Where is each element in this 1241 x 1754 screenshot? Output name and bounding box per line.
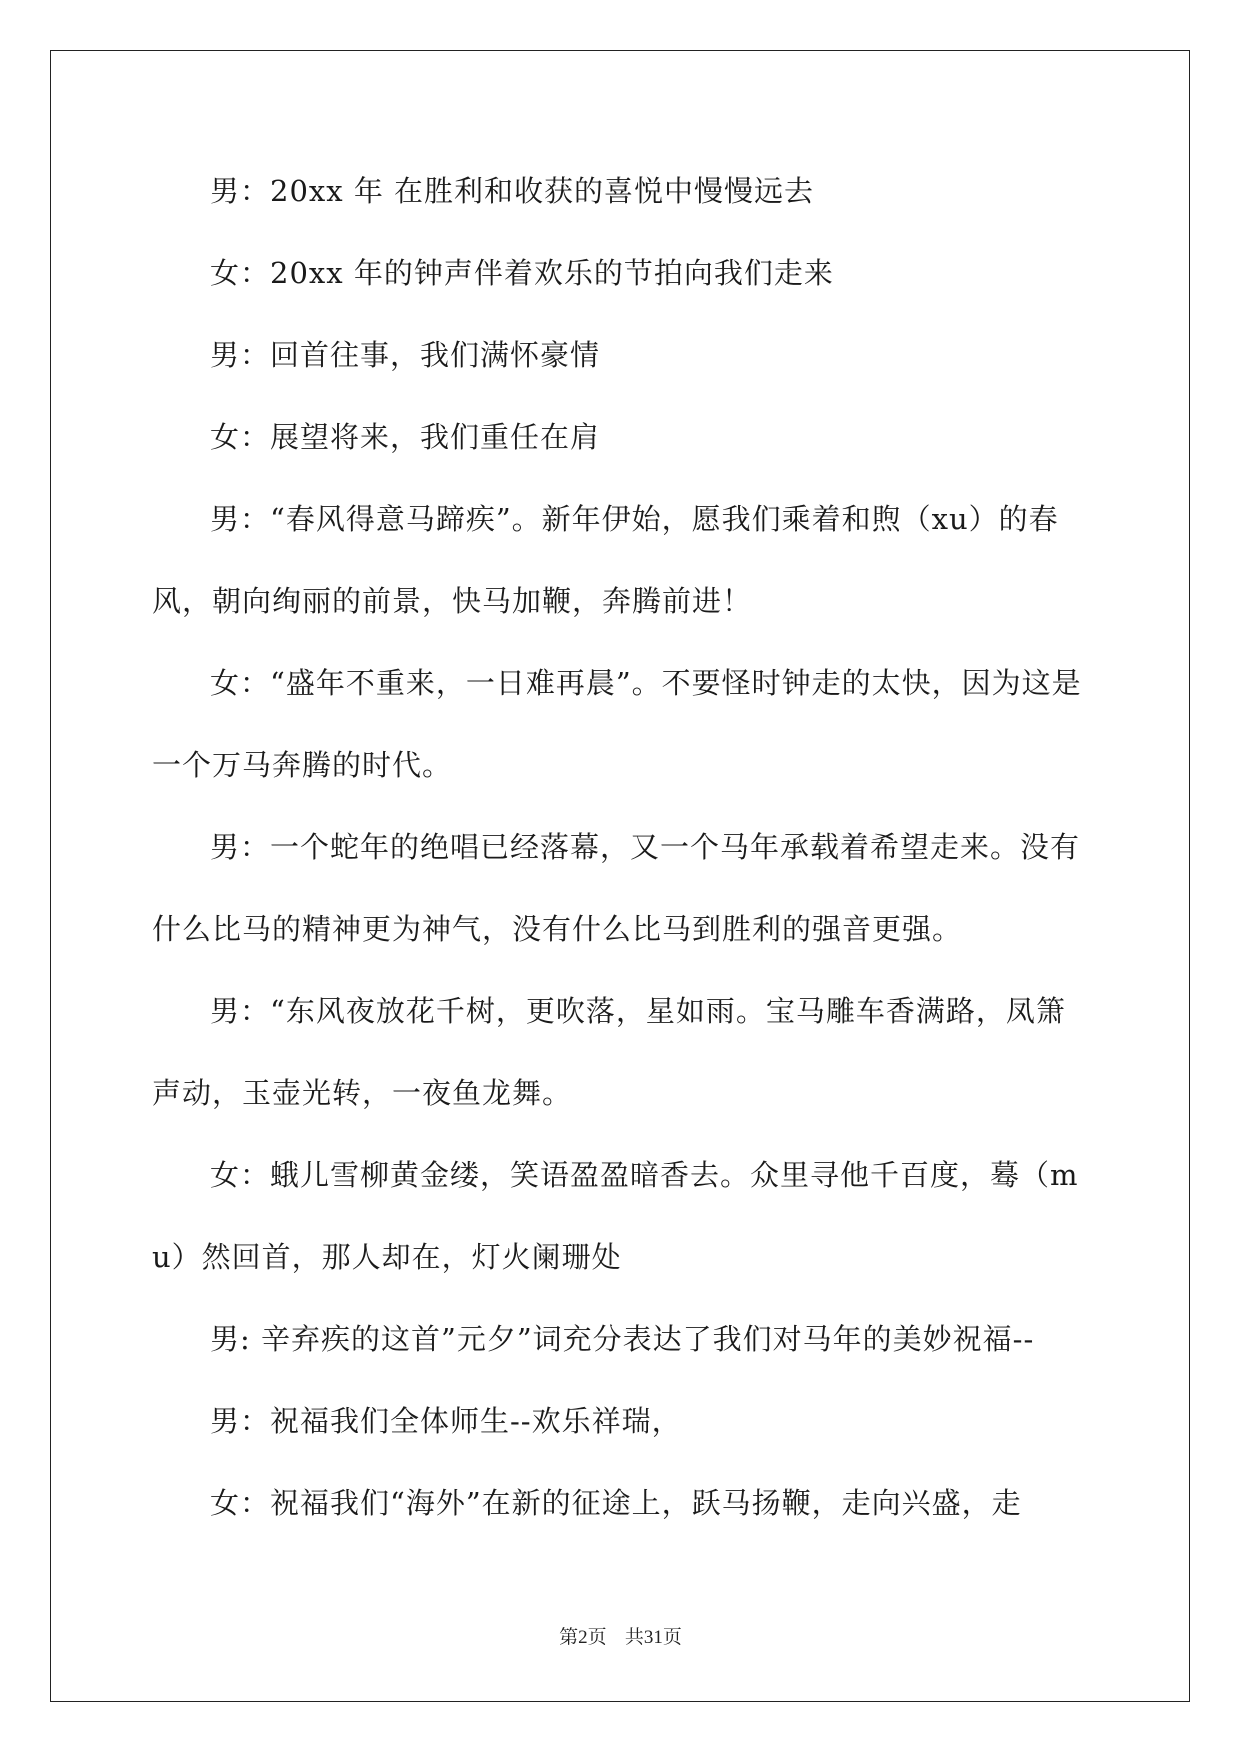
paragraph: 女：“盛年不重来，一日难再晨”。不要怪时钟走的太快，因为这是一个万马奔腾的时代。 <box>152 666 1082 782</box>
footer-total-suffix: 页 <box>662 1626 682 1648</box>
page-footer <box>0 1622 1241 1649</box>
paragraph: 男：祝福我们全体师生--欢乐祥瑞， <box>210 1404 682 1438</box>
paragraph: 女：20xx 年的钟声伴着欢乐的节拍向我们走来 <box>210 256 834 290</box>
paragraph: 男：“春风得意马蹄疾”。新年伊始，愿我们乘着和煦（xu）的春风，朝向绚丽的前景，快马加鞭，奔腾前进！ <box>152 502 1059 618</box>
total-pages: 31 <box>643 1627 663 1648</box>
paragraph: 女：蛾儿雪柳黄金缕，笑语盈盈暗香去。众里寻他千百度，蓦（mu）然回首，那人却在，灯火阑珊处 <box>152 1158 1079 1274</box>
page-number: 2 <box>578 1627 588 1648</box>
footer-prefix: 第 <box>559 1626 579 1648</box>
document-body <box>152 150 1087 1544</box>
paragraph: 男：一个蛇年的绝唱已经落幕，又一个马年承载着希望走来。没有什么比马的精神更为神气，没有什么比马到胜利的强音更强。 <box>152 830 1081 946</box>
paragraph: 男: 辛弃疾的这首”元夕”词充分表达了我们对马年的美妙祝福-- <box>210 1322 1035 1356</box>
paragraph: 男：回首往事，我们满怀豪情 <box>210 338 601 372</box>
footer-page-suffix: 页 <box>587 1626 607 1648</box>
paragraph: 女：展望将来，我们重任在肩 <box>210 420 601 454</box>
paragraph: 女：祝福我们“海外”在新的征途上，跃马扬鞭，走向兴盛，走 <box>210 1486 1022 1520</box>
footer-total-prefix: 共 <box>624 1626 644 1648</box>
paragraph: 男：20xx 年 在胜利和收获的喜悦中慢慢远去 <box>210 174 815 208</box>
paragraph: 男：“东风夜放花千树，更吹落，星如雨。宝马雕车香满路，凤箫声动，玉壶光转，一夜鱼龙舞。 <box>152 994 1066 1110</box>
